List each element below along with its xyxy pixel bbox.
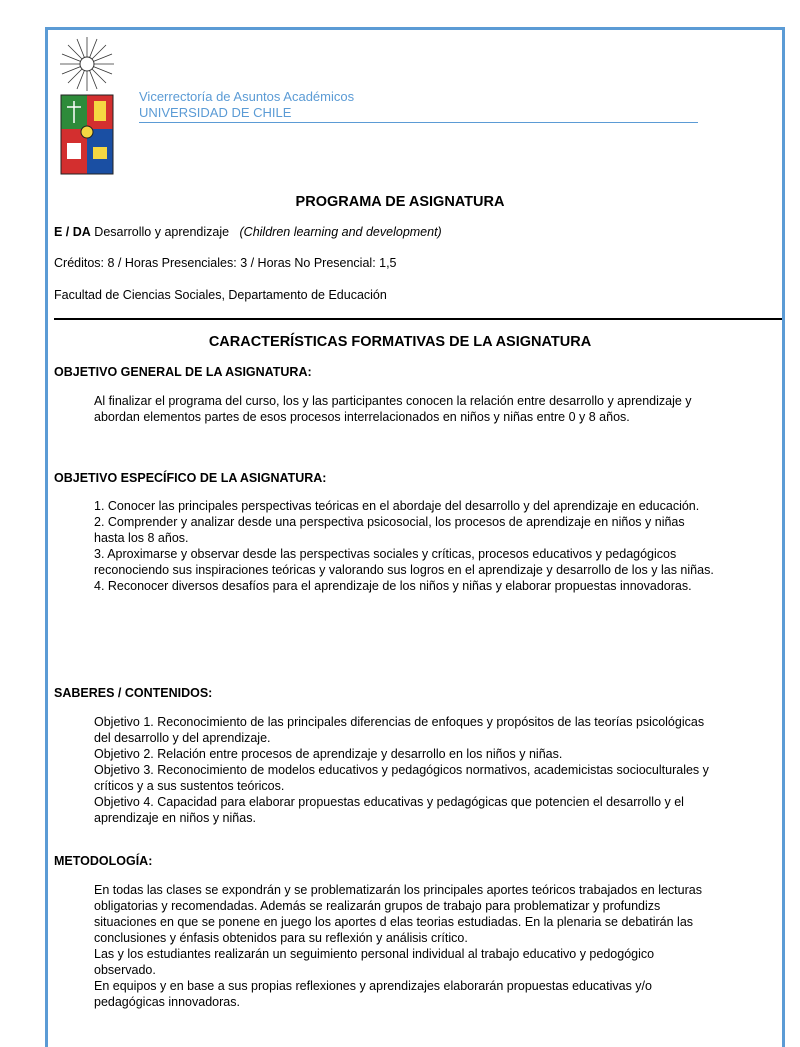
specific-objective-list	[94, 498, 714, 594]
contents-list	[94, 714, 714, 826]
vicerrectoria-label: Vicerrectoría de Asuntos Académicos	[139, 89, 355, 104]
program-title: PROGRAMA DE ASIGNATURA	[295, 194, 505, 210]
section-divider	[54, 318, 782, 320]
course-english-name: (Children learning and development)	[239, 225, 442, 239]
list-item: Objetivo 1. Reconocimiento de las principales diferencias de enfoques y propósitos de las teorías psicológicas del desarrollo y del aprendizaje.	[94, 715, 705, 745]
list-item: Las y los estudiantes realizarán un seguimiento personal individual al trabajo educativo y pedogógico observado.	[94, 947, 655, 977]
institution-header	[139, 89, 698, 123]
methodology-list	[94, 882, 714, 1010]
general-objective-text	[94, 393, 714, 425]
university-crest-icon	[58, 35, 116, 177]
list-item: 1. Conocer las principales perspectivas teóricas en el abordaje del desarrollo y del aprendizaje en educación.	[94, 499, 700, 513]
header-rule	[139, 122, 698, 123]
list-item: 2. Comprender y analizar desde una perspectiva psicosocial, los procesos de aprendizaje en niños y niñas hasta los 8 años.	[94, 515, 685, 545]
list-item: En todas las clases se expondrán y se problematizarán los principales aportes teóricos trabajados en lecturas obligatorias y recomendadas. Además se realizarán grupos de trabajo para problematizar y profundizs situaciones en que se ponene en juego los aportes d elas teorias estudiadas. En la plenaria se debatirán las conclusiones y énfasis obtenidos para su reflexión y análisis crítico.	[94, 883, 702, 945]
list-item: 3. Aproximarse y observar desde las perspectivas sociales y críticas, procesos educativos y pedagógicos reconociendo sus inspiraciones teóricas y valorando sus logros en el aprendizaje y desarrollo de los y las niñas.	[94, 547, 714, 577]
list-item: Objetivo 4. Capacidad para elaborar propuestas educativas y pedagógicas que potencien el desarrollo y el aprendizaje en niños y niñas.	[94, 795, 684, 825]
general-objective-paragraph: Al finalizar el programa del curso, los y las participantes conocen la relación entre desarrollo y aprendizaje y abordan elementos partes de esos procesos interrelacionados en niños y niñas entre 0 y 8 años.	[94, 394, 692, 424]
list-item: Objetivo 3. Reconocimiento de modelos educativos y pedagógicos normativos, academicistas socioculturales y críticos y a sus sustentos teóricos.	[94, 763, 709, 793]
methodology-heading: METODOLOGÍA:	[54, 854, 153, 868]
specific-objective-heading: OBJETIVO ESPECÍFICO DE LA ASIGNATURA:	[54, 471, 327, 485]
university-name: UNIVERSIDAD DE CHILE	[139, 105, 292, 120]
faculty-line: Facultad de Ciencias Sociales, Departamento de Educación	[54, 288, 387, 302]
general-objective-heading: OBJETIVO GENERAL DE LA ASIGNATURA:	[54, 365, 312, 379]
course-name-line	[54, 225, 442, 239]
course-code: E / DA	[54, 225, 91, 239]
list-item: 4. Reconocer diversos desafíos para el aprendizaje de los niños y niñas y elaborar propuestas innovadoras.	[94, 579, 692, 593]
list-item: En equipos y en base a sus propias reflexiones y aprendizajes elaborarán propuestas educativas y/o pedagógicas innovadoras.	[94, 979, 652, 1009]
credits-line: Créditos: 8 / Horas Presenciales: 3 / Horas No Presencial: 1,5	[54, 256, 397, 270]
characteristics-title: CARACTERÍSTICAS FORMATIVAS DE LA ASIGNATURA	[208, 334, 592, 350]
list-item: Objetivo 2. Relación entre procesos de aprendizaje y desarrollo en los niños y niñas.	[94, 747, 563, 761]
course-name: Desarrollo y aprendizaje	[94, 225, 230, 239]
contents-heading: SABERES / CONTENIDOS:	[54, 686, 213, 700]
